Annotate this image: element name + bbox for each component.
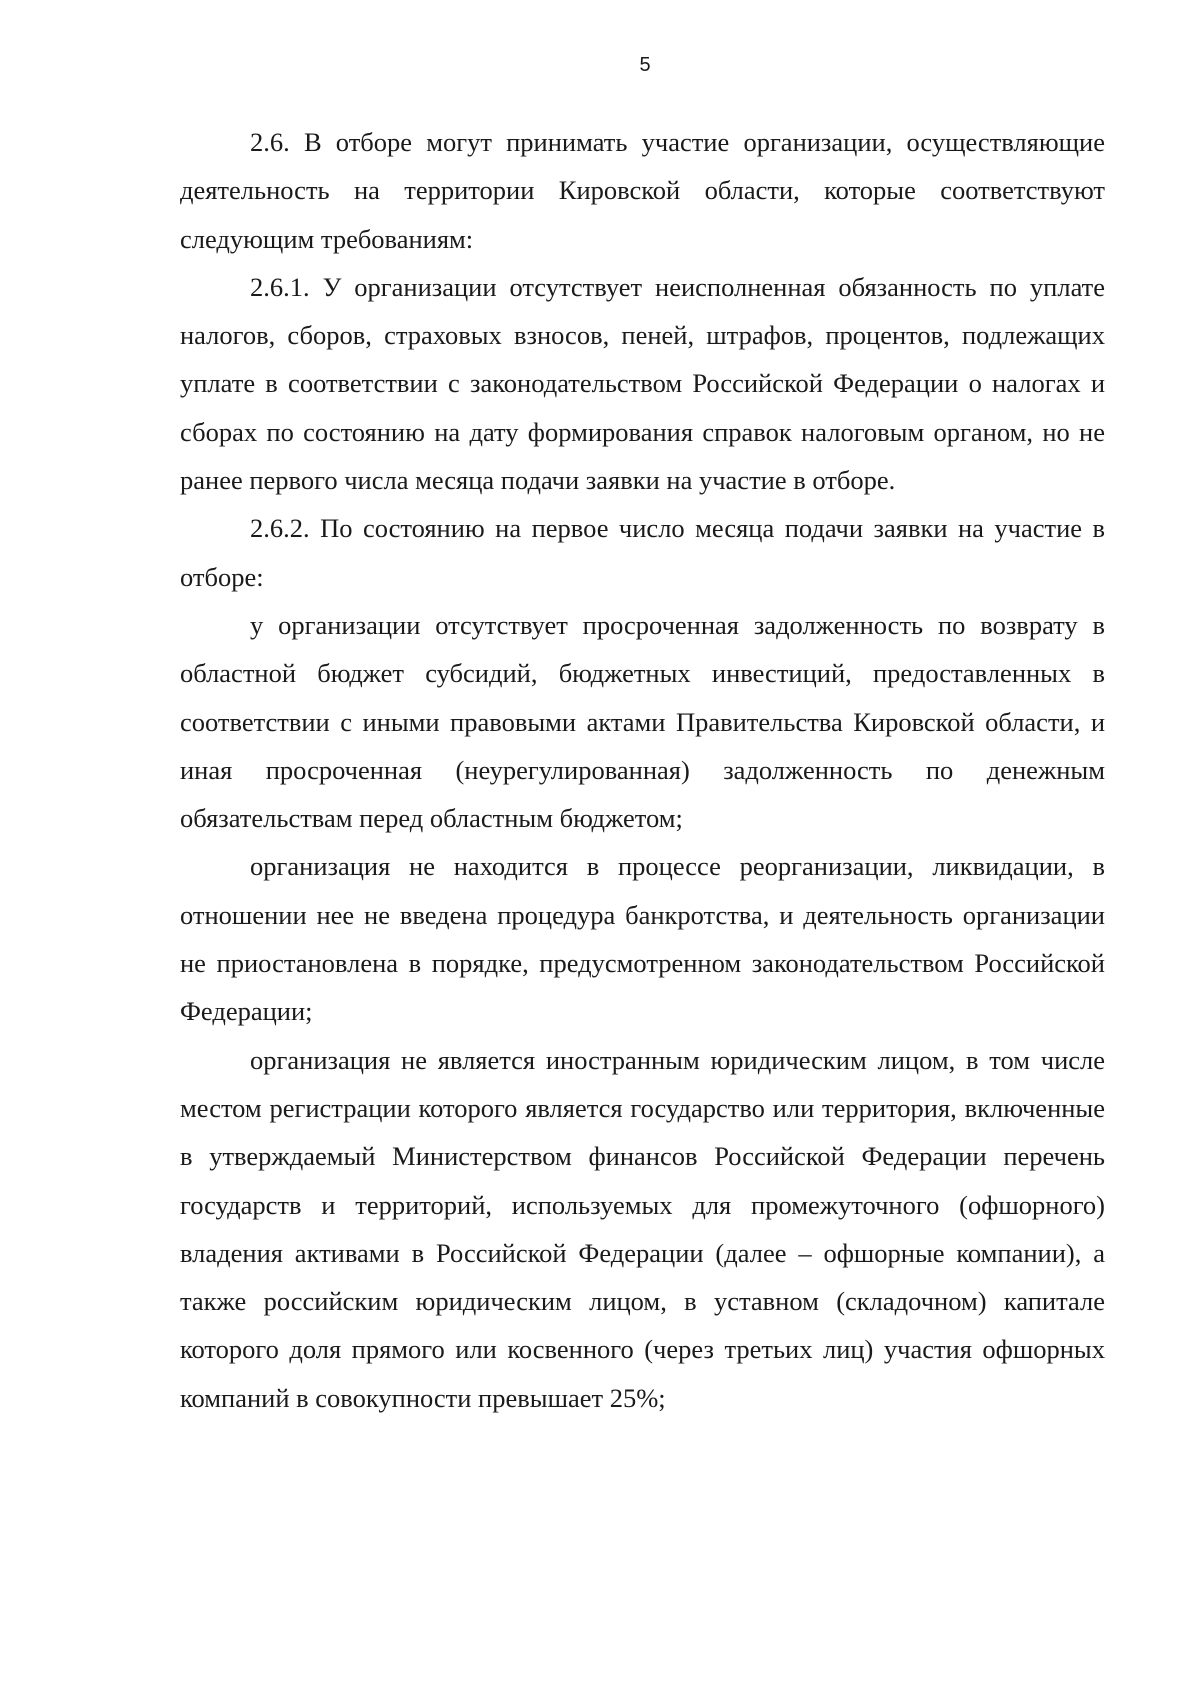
paragraph-overdue-debt: у организации отсутствует просроченная задолженность по возврату в областной бюджет субсидий, бюджетных инвестиций, предоставленных в соответствии с иными правовыми актами Правительства Кировской области, и иная просроченная (неурегулированная) задолженность по денежным обязательствам перед областным бюджетом; bbox=[180, 609, 1105, 834]
paragraph-reorganization: организация не находится в процессе реорганизации, ликвидации, в отношении нее не введена процедура банкротства, и деятельность организации не приостановлена в порядке, предусмотренном законодательством Российской Федерации; bbox=[180, 851, 1105, 1027]
document-body bbox=[180, 118, 1105, 1422]
page-number: 5 bbox=[639, 54, 651, 76]
paragraph-2-6-2: 2.6.2. По состоянию на первое число месяца подачи заявки на участие в отборе: bbox=[180, 513, 1105, 592]
paragraph-offshore: организация не является иностранным юридическим лицом, в том числе местом регистрации которого является государство или территория, включенные в утверждаемый Министерством финансов Российской Федерации перечень государств и территорий, используемых для промежуточного (офшорного) владения активами в Российской Федерации (далее – офшорные компании), а также российским юридическим лицом, в уставном (складочном) капитале которого доля прямого или косвенного (через третьих лиц) участия офшорных компаний в совокупности превышает 25%; bbox=[180, 1044, 1105, 1413]
paragraph-2-6-1: 2.6.1. У организации отсутствует неисполненная обязанность по уплате налогов, сборов, страховых взносов, пеней, штрафов, процентов, подлежащих уплате в соответствии с законодательством Российской Федерации о налогах и сборах по состоянию на дату формирования справок налоговым органом, но не ранее первого числа месяца подачи заявки на участие в отборе. bbox=[180, 271, 1105, 496]
paragraph-2-6: 2.6. В отборе могут принимать участие организации, осуществляющие деятельность на территории Кировской области, которые соответствуют следующим требованиям: bbox=[180, 127, 1105, 254]
